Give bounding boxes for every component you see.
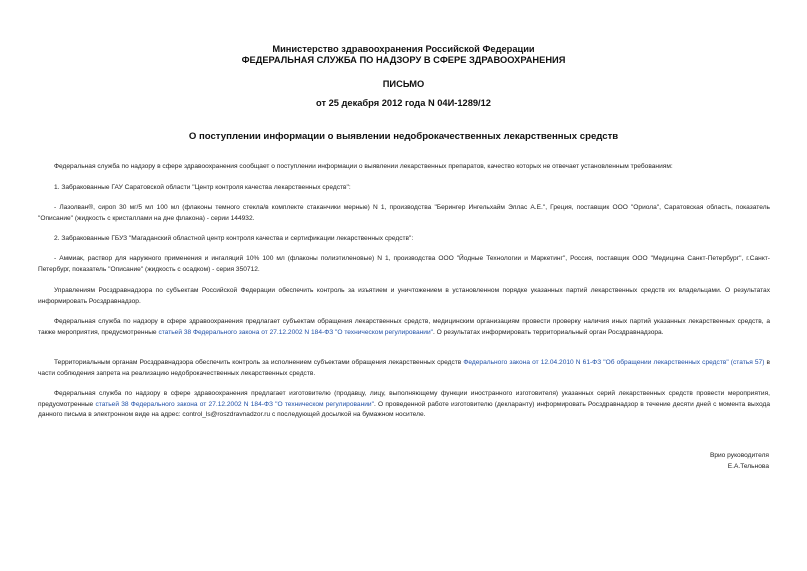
paragraph-control-territorial <box>38 358 770 379</box>
document-title: О поступлении информации о выявлении недоброкачественных лекарственных средств <box>188 131 619 142</box>
law-link-184fz-2[interactable]: статьей 38 Федерального закона от 27.12.2002 N 184-ФЗ "О техническом регулировании" <box>95 400 374 408</box>
signature-position: Врио руководителя <box>709 452 769 459</box>
paragraph-item-2 <box>38 254 770 275</box>
law-link-article-57[interactable]: (статья 57) <box>730 359 765 366</box>
paragraph-text: Территориальным органам Росздравнадзора обеспечить контроль за исполнением субъектами обращения лекарственных средств <box>54 359 464 366</box>
paragraph-text: Федеральная служба по надзору в сфере здравоохранения сообщает о поступлении информации о выявлении лекарственных препаратов, качество которых не отвечает установленным требованиям: <box>54 163 673 170</box>
signature-name: Е.А.Тельнова <box>727 463 769 470</box>
paragraph-text: Управлениям Росздравнадзора по субъектам Российской Федерации обеспечить контроль за изъятием и уничтожением в установленном порядке указанных партий лекарственных средств их владельцами. О результатах информировать Росздравнадзор. <box>38 287 770 305</box>
paragraph-text: 1. Забракованные ГАУ Саратовской области "Центр контроля качества лекарственных средств": <box>54 184 351 191</box>
paragraph-intro <box>38 162 770 173</box>
paragraph-proposal-subjects <box>38 317 770 338</box>
paragraph-text: - Аммиак, раствор для наружного применения и ингаляций 10% 100 мл (флаконы полиэтиленовые) N 1, производства ООО "Йодные Технологии и Маркетинг", Россия, поставщик ООО "Медицина Санкт-Петербург", г.Санкт-Петербург, показатель "Описание" (жидкость с осадком) - серия 350712. <box>38 255 770 273</box>
paragraph-text: Федеральная служба по надзору в сфере здравоохранения предлагает субъектам обращения лекарственных средств, медицинским организациям провести проверку наличия иных партий указанных лекарственных средств, а также мероприятия, предусмотренные <box>38 318 770 336</box>
paragraph-text: Федеральная служба по надзору в сфере здравоохранения предлагает изготовителю (продавцу, лицу, выполняющему функции иностранного изготовителя) указанных серий лекарственных средств провести мероприятия, предусмотренные <box>38 390 770 408</box>
paragraph-instruction-regional <box>38 286 770 307</box>
ministry-name: Министерство здравоохранения Российской Федерации <box>272 44 535 54</box>
paragraph-text: . О проведенной работе изготовителю (декларанту) информировать Росздравнадзор в течение десяти дней с момента выхода данного письма в электронном виде на адрес: control_ls@roszdravnadzor.ru с последующей досылкой на бумажном носителе. <box>38 400 771 419</box>
paragraph-section-1 <box>38 183 770 194</box>
paragraph-section-2 <box>38 234 770 245</box>
law-link-61fz[interactable]: Федерального закона от 12.04.2010 N 61-ФЗ "Об обращении лекарственных средств" <box>463 359 729 366</box>
paragraph-text: . О результатах информировать территориальный орган Росздравнадзора. <box>433 328 664 336</box>
paragraph-text: в части соблюдения запрета на реализацию недоброкачественных лекарственных средств. <box>38 359 770 377</box>
document-type: ПИСЬМО <box>382 79 425 89</box>
paragraph-text: 2. Забракованные ГБУЗ "Магаданский областной центр контроля качества и сертификации лекарственных средств": <box>54 235 414 242</box>
paragraph-item-1 <box>38 203 770 224</box>
service-name: ФЕДЕРАЛЬНАЯ СЛУЖБА ПО НАДЗОРУ В СФЕРЕ ЗДРАВООХРАНЕНИЯ <box>241 55 566 65</box>
paragraph-proposal-manufacturer <box>38 389 770 421</box>
paragraph-text: - Лазолван®, сироп 30 мг/5 мл 100 мл (флаконы темного стекла/в комплекте стаканчики мерные) N 1, производства "Берингер Ингельхайм Эллас А.Е.", Греция, поставщик ООО "Ориола", Саратовская область, показатель "Описание" (жидкость с кристаллами на дне флакона) - серии 144932. <box>38 204 770 222</box>
law-link-184fz[interactable]: статьей 38 Федерального закона от 27.12.2002 N 184-ФЗ "О техническом регулировании" <box>158 328 434 336</box>
document-date-number: от 25 декабря 2012 года N 04И-1289/12 <box>316 98 491 108</box>
